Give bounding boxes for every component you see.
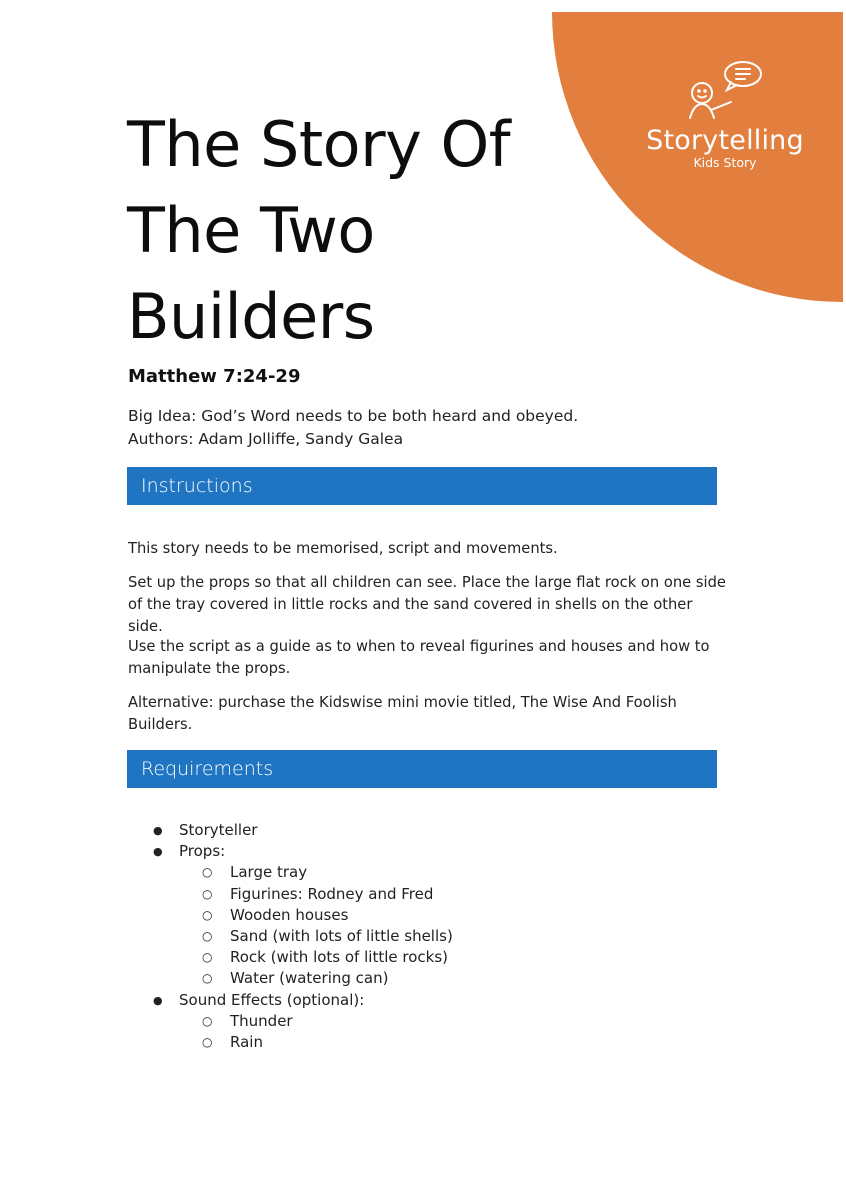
title-line: The Two (127, 194, 375, 267)
instruction-paragraph: This story needs to be memorised, script and movements. (128, 540, 558, 557)
sub-list-item: ○ Figurines: Rodney and Fred (128, 884, 453, 905)
requirements-heading: Requirements (127, 750, 717, 788)
sub-list-item: ○ Water (watering can) (128, 968, 453, 989)
requirements-list (128, 820, 453, 1053)
instruction-paragraph: Use the script as a guide as to when to reveal figurines and houses and how to manipulate the props. (128, 638, 710, 677)
logo-subtitle: Kids Story (693, 155, 757, 170)
scripture-reference: Matthew 7:24-29 (128, 366, 301, 387)
list-item: ● Props: (128, 841, 453, 862)
storyteller-speech-bubble-icon (685, 60, 765, 124)
sub-list-item: ○ Rain (128, 1032, 453, 1053)
authors: Authors: Adam Jolliffe, Sandy Galea (128, 430, 404, 448)
title-line: Builders (127, 280, 375, 353)
story-meta (128, 405, 578, 451)
sub-list-item: ○ Wooden houses (128, 905, 453, 926)
storytelling-logo (640, 60, 810, 170)
instructions-heading: Instructions (127, 467, 717, 505)
sub-list-item: ○ Rock (with lots of little rocks) (128, 947, 453, 968)
sub-list-item: ○ Thunder (128, 1011, 453, 1032)
instruction-paragraph: Set up the props so that all children can see. Place the large flat rock on one side of the tray covered in little rocks and the sand covered in shells on the other side. (128, 574, 726, 635)
sub-list-item: ○ Sand (with lots of little shells) (128, 926, 453, 947)
list-item: ● Storyteller (128, 820, 453, 841)
sub-list-item: ○ Large tray (128, 862, 453, 883)
instruction-paragraph: Alternative: purchase the Kidswise mini movie titled, The Wise And Foolish Builders. (128, 694, 677, 733)
list-item: ● Sound Effects (optional): (128, 990, 453, 1011)
big-idea: Big Idea: God’s Word needs to be both heard and obeyed. (128, 407, 579, 425)
title-line: The Story Of (127, 108, 511, 181)
story-title (127, 102, 510, 360)
logo-title: Storytelling (646, 125, 804, 156)
